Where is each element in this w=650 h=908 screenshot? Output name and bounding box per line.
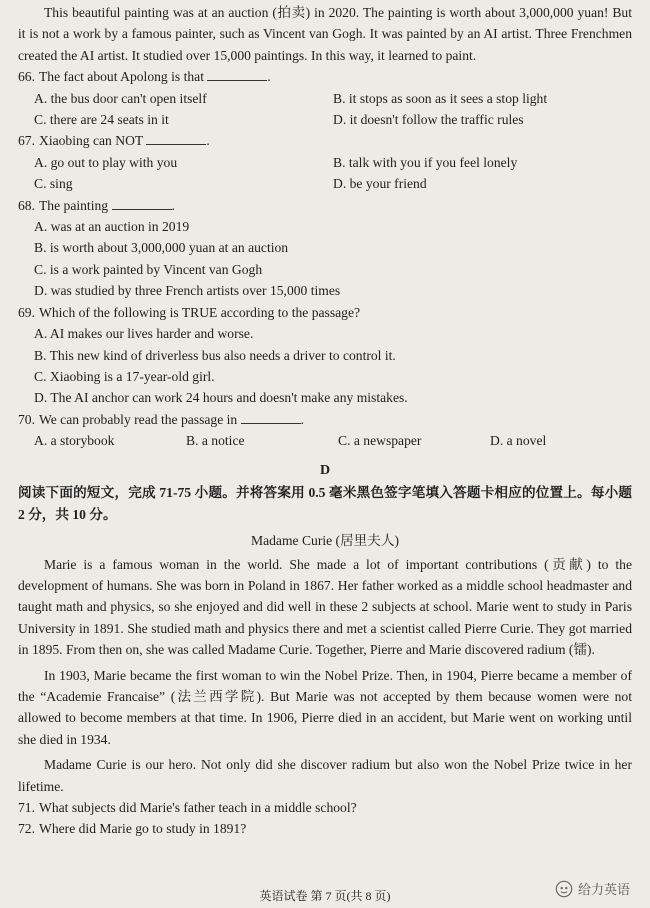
- passage-paragraph: In 1903, Marie became the first woman to win the Nobel Prize. Then, in 1904, Pierre became a member of the “Academie Francaise” (法兰西学院). But Marie was not accepted by them because women were not allowed to become members at that time. In 1906, Pierre died in an accident, but Marie went on working until she died in 1934.: [18, 667, 632, 747]
- question-70: 70. We can probably read the passage in . A. a storybook B. a notice C. a newspaper D. a novel: [18, 409, 632, 452]
- options: [18, 323, 632, 409]
- answer-blank: [207, 66, 267, 81]
- option-b: B. it stops as soon as it sees a stop light: [333, 90, 548, 106]
- question-71: [18, 797, 632, 818]
- option-c: C. a newspaper: [338, 433, 422, 449]
- option-a: A. a storybook: [34, 433, 115, 449]
- options: [18, 216, 632, 302]
- option-b: B. a notice: [186, 433, 245, 449]
- option-b: B. This new kind of driverless bus also needs a driver to control it.: [34, 347, 396, 363]
- options: [18, 88, 632, 131]
- exam-page: [0, 2, 650, 908]
- option-d: D. The AI anchor can work 24 hours and doesn't make any mistakes.: [34, 390, 408, 406]
- question-number: 70.: [18, 411, 35, 427]
- option-d: D. be your friend: [333, 176, 427, 192]
- option-c: C. is a work painted by Vincent van Gogh: [34, 261, 263, 277]
- question-stem: Which of the following is TRUE according to the passage?: [39, 304, 361, 320]
- passage-paragraph: Madame Curie is our hero. Not only did she discover radium but also won the Nobel Prize twice in her lifetime.: [18, 757, 632, 794]
- options: [18, 152, 632, 195]
- passage-paragraph: Marie is a famous woman in the world. She made a lot of important contributions (贡献) to the development of humans. She was born in Poland in 1867. Her father worked as a middle school headmaster and taught math and physics, so she enjoyed and did well in these 2 subjects at school. Marie went to study in Paris University in 1891. She studied math and physics there and met a scientist called Pierre Curie. They got married in 1895. From then on, she was called Madame Curie. Together, Pierre and Marie discovered radium (镭).: [18, 556, 632, 658]
- option-b: B. is worth about 3,000,000 yuan at an auction: [34, 240, 289, 256]
- answer-blank: [241, 409, 301, 424]
- option-d: D. was studied by three French artists over 15,000 times: [34, 283, 341, 299]
- question-68: 68. The painting . A. was at an auction in 2019 B. is worth about 3,000,000 yuan at an auction C. is a work painted by Vincent van Gogh D. was studied by three French artists over 15,000 times: [18, 195, 632, 302]
- passage-title: Madame Curie (居里夫人): [251, 532, 399, 548]
- answer-blank: [112, 195, 172, 210]
- watermark: [555, 879, 630, 898]
- option-a: A. go out to play with you: [34, 154, 178, 170]
- answer-blank: [146, 130, 206, 145]
- question-stem: We can probably read the passage in: [39, 411, 238, 427]
- question-number: 71.: [18, 800, 35, 815]
- watermark-text: 给力英语: [577, 883, 630, 898]
- question-69: [18, 302, 632, 409]
- option-c: C. Xiaobing is a 17-year-old girl.: [34, 368, 215, 384]
- question-67: 67. Xiaobing can NOT . A. go out to play with you B. talk with you if you feel lonely C. sing D. be your friend: [18, 130, 632, 194]
- option-b: B. talk with you if you feel lonely: [333, 154, 518, 170]
- question-stem: The painting: [39, 197, 109, 213]
- question-number: 66.: [18, 69, 35, 85]
- passage-c-ending: This beautiful painting was at an auction (拍卖) in 2020. The painting is worth about 3,000,000 yuan! But it is not a work by a famous painter, such as Vincent van Gogh. It was painted by an AI artist. Three Frenchmen created the AI artist. It studied over 15,000 paintings. In this way, it learned to paint.: [18, 5, 632, 63]
- section-label: D: [319, 462, 331, 478]
- option-d: D. it doesn't follow the traffic rules: [333, 112, 524, 128]
- wechat-official-account-icon: [555, 880, 573, 898]
- option-a: A. was at an auction in 2019: [34, 219, 190, 235]
- option-c: C. there are 24 seats in it: [34, 112, 169, 128]
- question-number: 68.: [18, 197, 35, 213]
- question-number: 67.: [18, 133, 35, 149]
- question-stem: Xiaobing can NOT: [39, 133, 143, 149]
- question-number: 69.: [18, 304, 35, 320]
- option-d: D. a novel: [490, 433, 547, 449]
- option-a: A. AI makes our lives harder and worse.: [34, 326, 254, 342]
- question-66: 66. The fact about Apolong is that . A. the bus door can't open itself B. it stops as soon as it sees a stop light C. there are 24 seats in it D. it doesn't follow the traffic rules: [18, 66, 632, 130]
- question-72: [18, 818, 632, 839]
- option-a: A. the bus door can't open itself: [34, 90, 207, 106]
- question-stem: What subjects did Marie's father teach in a middle school?: [39, 800, 357, 815]
- section-instruction: 阅读下面的短文，完成 71-75 小题。并将答案用 0.5 毫米黑色签字笔填入答题卡相应的位置上。每小题 2 分，共 10 分。: [18, 484, 632, 522]
- question-number: 72.: [18, 821, 35, 837]
- question-stem: The fact about Apolong is that: [39, 69, 204, 85]
- page-footer: 英语试卷 第 7 页(共 8 页): [259, 889, 391, 903]
- question-stem: Where did Marie go to study in 1891?: [39, 821, 247, 837]
- options: [18, 430, 632, 451]
- option-c: C. sing: [34, 176, 73, 192]
